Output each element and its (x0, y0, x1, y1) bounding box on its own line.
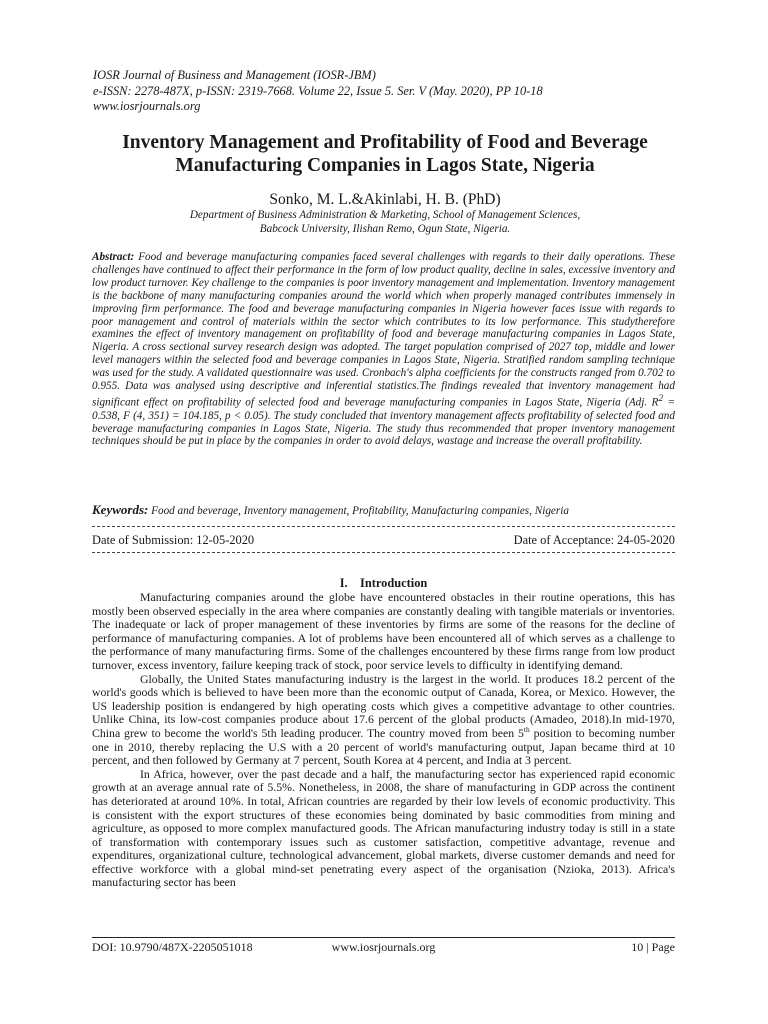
abstract (92, 251, 675, 448)
paper-title-line1: Inventory Management and Profitability of Food and Beverage (122, 132, 648, 153)
body-paragraph-3: In Africa, however, over the past decade and a half, the manufacturing sector has experienced rapid economic growth at an average annual rate of 5.5%. Nonetheless, in 2008, the share of manufacturing in GDP across the continent has deteriorated at around 10%. In total, African countries are regarded by their low levels of economic productivity. This is consistent with the export structures of these economies being dominated by basic commodities from mining and agriculture, as opposed to more complex manufactured goods. The African manufacturing industry today is still in a state of transformation with contemporary issues such as customer satisfaction, competitive advantage, revenue and expenditures, organizational culture, technological advancement, global markets, diverse customer demands and need for effective workforce with a global mind-set penetrating every aspect of the organisation (Nzioka, 2013). Africa's manufacturing sector has been (92, 766, 675, 890)
abstract-text-part2: = 0.538, F (4, 351) = 104.185, p < 0.05). The study concluded that inventory management affects profitability of selected food and beverage manufacturing companies in Lagos State, Nigeria. The study thus recommended that proper inventory management techniques should be put in place by the companies in order to avoid delays, wastage and increase the overall profitability. (92, 396, 675, 448)
keywords-label: Keywords (92, 502, 144, 517)
footer-page-number: 10 | Page (631, 940, 675, 954)
date-of-submission: Date of Submission: 12-05-2020 (92, 533, 255, 547)
author-affiliation (60, 209, 710, 236)
section-heading-introduction: I. Introduction (339, 576, 428, 590)
body-paragraph-2-part1: Globally, the United States manufacturing industry is the largest in the world. It produces 18.2 percent of the world's goods which is believed to have been more than the economic output of Canada, Korea, or Mexico. However, the US leadership position is endangered by high operating costs which gives a competitive advantage to other countries. Unlike China, its low-cost companies produce about 17.6 percent of the global products (Amadeo, 2018).In mid-1970, China grew to become the world's 5th leading producer. The country moved from been 5 (92, 671, 675, 740)
abstract-superscript: 2 (658, 393, 664, 404)
paper-title (60, 131, 710, 177)
keywords-colon: : (144, 502, 149, 517)
paper-title-line2: Manufacturing Companies in Lagos State, Nigeria (175, 155, 595, 176)
affiliation-line2: Babcock University, Ilishan Remo, Ogun State, Nigeria. (259, 222, 511, 235)
footer-rule (92, 937, 675, 938)
paper-authors: Sonko, M. L.&Akinlabi, H. B. (PhD) (269, 191, 501, 208)
keywords (92, 503, 675, 518)
abstract-text-part1: Food and beverage manufacturing companies faced several challenges with regards to their daily operations. These challenges have continued to affect their performance in the form of low product quality, decline in sales, excessive inventory and low product turnover. Key challenge to the companies is poor inventory management and implementation. Inventory management is the backbone of many manufacturing companies around the world which when properly managed contributes immensely in improving firm performance. The food and beverage manufacturing companies in Nigeria however faces issue with regards to poor management and control of materials within the sector which contributes to its low performance. This studytherefore examines the effect of inventory management on profitability of food and beverage manufacturing companies in Lagos State, Nigeria. A cross sectional survey research design was adopted. The target population comprised of 2027 top, middle and lower level managers within the selected food and beverage companies in Lagos State, Nigeria. Stratified random sampling technique was used for the study. A validated questionnaire was used. Cronbach's alpha coefficients for the constructs ranged from 0.702 to 0.955. Data was analysed using descriptive and inferential statistics.The findings revealed that inventory management had significant effect on profitability of selected food and beverage manufacturing companies in Lagos State, Nigeria (Adj. R (92, 251, 675, 409)
footer-doi: DOI: 10.9790/487X-2205051018 (92, 940, 253, 954)
body-superscript-th: th (523, 725, 530, 735)
journal-name: IOSR Journal of Business and Management (IOSR-JBM) (93, 68, 376, 82)
journal-website[interactable]: www.iosrjournals.org (93, 99, 201, 113)
affiliation-line1: Department of Business Administration & Marketing, School of Management Sciences, (189, 209, 581, 221)
body-paragraph-1: Manufacturing companies around the globe have encountered obstacles in their routine operations, this has mostly been observed especially in the area where companies are constantly dealing with tangible materials or inventories. The inadequate or lack of proper management of these inventories by firms are some of the reasons for the decline of performance of manufacturing companies. A lot of problems have been encountered all of which serves as a challenge to the performance of many manufacturing firms. Some of the challenges encountered by these firms range from low product turnover, excess inventory, failure keeping track of stock, poor service levels to difficulty in identifying demand. (92, 590, 675, 672)
footer-website[interactable]: www.iosrjournals.org (331, 940, 436, 954)
journal-header (93, 68, 693, 115)
keywords-text: Food and beverage, Inventory management, Profitability, Manufacturing companies, Nigeria (148, 505, 569, 517)
journal-issn: e-ISSN: 2278-487X, p-ISSN: 2319-7668. Volume 22, Issue 5. Ser. V (May. 2020), PP 10-18 (93, 83, 543, 98)
dashed-divider-top (92, 526, 675, 527)
body-paragraph-2-part2: position to becoming number one in 2010, thereby replacing the U.S with a 20 percent of world's manufacturing output, Japan became third at 10 percent, and then followed by Germany at 7 percent, South Korea at 4 percent, and India at 3 percent. (92, 725, 675, 768)
date-of-acceptance: Date of Acceptance: 24-05-2020 (513, 533, 675, 547)
introduction-body (92, 591, 675, 890)
body-paragraph-2 (92, 673, 675, 768)
dashed-divider-bottom (92, 552, 675, 553)
abstract-label: Abstract: (92, 251, 135, 263)
